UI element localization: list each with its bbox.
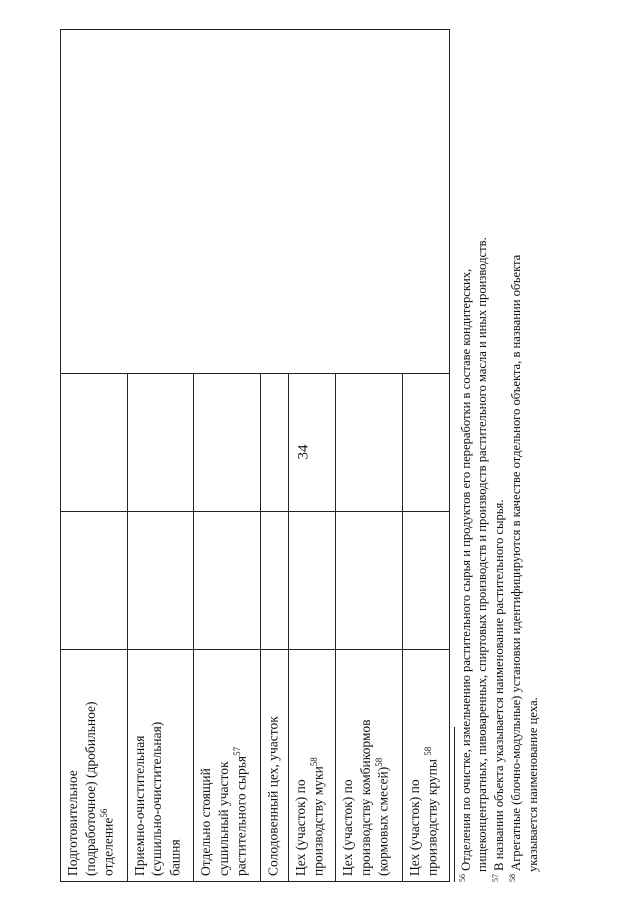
object-name-cell <box>336 650 403 882</box>
empty-cell <box>402 512 449 650</box>
footnote-reference: 58 <box>423 746 434 756</box>
object-name-label: Приемно-очистительная (сушильно-очистительная) башня <box>131 721 183 876</box>
empty-cell <box>194 374 261 512</box>
empty-cell <box>336 512 403 650</box>
object-name-label: Цех (участок) по производству муки <box>292 766 326 876</box>
empty-cell <box>127 512 194 650</box>
object-name-cell <box>288 650 335 882</box>
footnote-text: В названии объекта указывается наименование растительного сырья. <box>492 499 507 871</box>
footnote-reference: 56 <box>99 808 110 818</box>
footnote <box>491 22 508 882</box>
footnote-mark: 56 <box>458 874 467 882</box>
footnote-text: Отделения по очистке, измельчению растительного сырья и продуктов его переработки в составе кондитерских, <box>459 268 474 871</box>
footnote-continuation: указывается наименование цеха. <box>525 697 540 872</box>
footnote-mark: 57 <box>491 874 501 882</box>
footnote-reference: 58 <box>374 757 385 767</box>
page-number: 34 <box>295 444 312 460</box>
footnote-reference: 58 <box>309 757 320 767</box>
empty-cell <box>288 374 335 512</box>
empty-cell <box>261 374 289 512</box>
footnotes <box>454 22 541 882</box>
empty-cell <box>261 512 289 650</box>
object-name-cell <box>402 650 449 882</box>
footnote-separator <box>454 727 455 882</box>
empty-cell <box>194 512 261 650</box>
object-name-label: Цех (участок) по производству комбикормов (кормовых смесей) <box>340 719 391 876</box>
footnote <box>458 22 475 882</box>
footnote-reference: 57 <box>232 746 243 756</box>
footnote-text: Агрегатные (блочно-модульные) установки идентифицируются в качестве отдельного объекта, в названии объекта <box>509 254 524 871</box>
object-table <box>60 29 450 882</box>
footnote <box>508 22 525 882</box>
rotated-page-content <box>22 12 622 882</box>
object-name-cell <box>61 650 128 882</box>
empty-cell <box>288 512 335 650</box>
empty-cell <box>61 512 128 650</box>
empty-cell <box>127 374 194 512</box>
footnote-continuation: пищеконцентратных, пивоваренных, спиртовых производств и производств растительного масла и иных производств. <box>475 237 490 872</box>
merged-empty-cell <box>61 30 450 374</box>
object-name-label: Отдельно стоящий сушильный участок растительного сырья <box>198 755 249 876</box>
object-name-cell <box>194 650 261 882</box>
object-name-label: Подготовительное (подработочное) (дробильное) отделение <box>65 701 116 876</box>
empty-cell <box>402 374 449 512</box>
empty-cell <box>61 374 128 512</box>
object-name-cell <box>261 650 289 882</box>
table-row <box>61 30 128 882</box>
object-name-label: Солодовенный цех, участок <box>265 716 281 876</box>
object-name-cell <box>127 650 194 882</box>
object-name-label: Цех (участок) по производству крупы <box>406 759 440 876</box>
empty-cell <box>336 374 403 512</box>
footnote-mark: 58 <box>508 874 518 882</box>
